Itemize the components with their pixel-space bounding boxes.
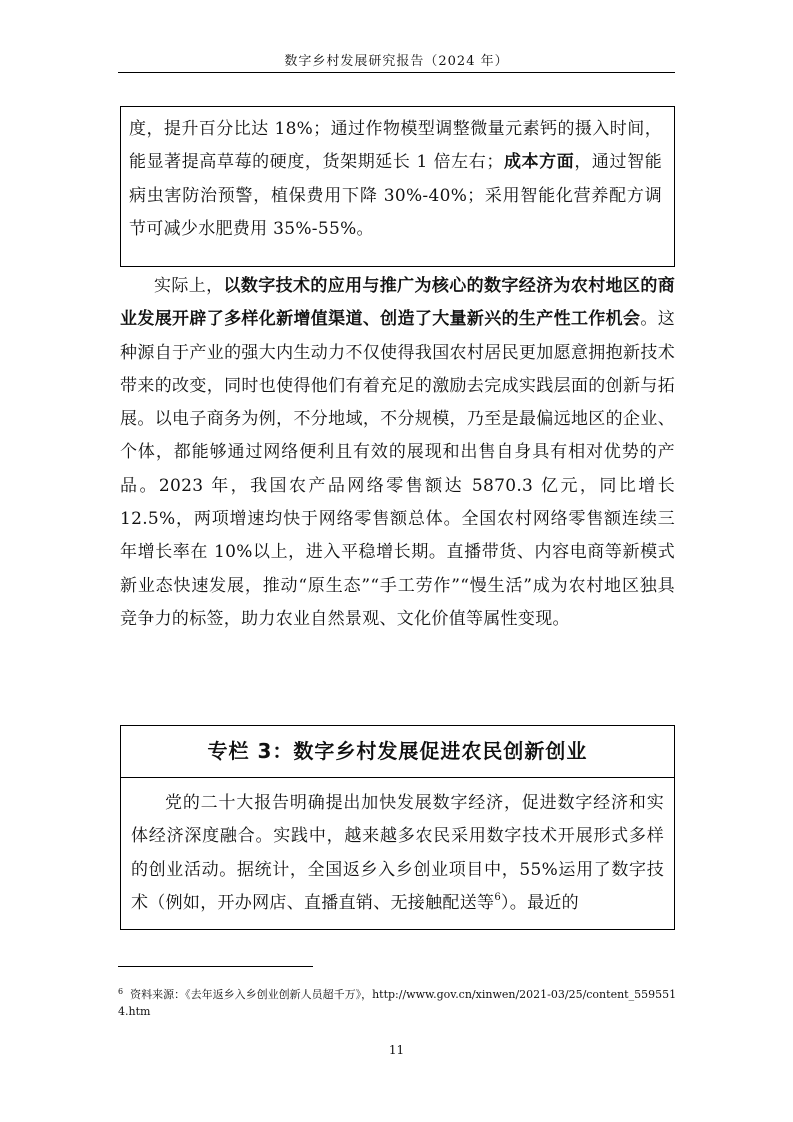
main-body [120,270,675,636]
running-header: 数字乡村发展研究报告（2024 年） [284,54,509,69]
para-lead: 实际上， [154,276,224,296]
page-number: 11 [388,1043,405,1057]
sidebar-box-paragraph [131,787,664,920]
footnote [118,986,678,1020]
main-paragraph [120,270,675,636]
continued-box [120,106,675,267]
footnote-ref[interactable]: 6 [494,891,501,903]
sidebar-box-text-end: ）。最近的 [500,892,579,913]
sidebar-box-title: 专栏 3：数字乡村发展促进农民创新创业 [121,726,674,778]
para-bold-statement: 以数字技术的应用与推广为核心的数字经济为农村地区的商业发展开辟了多样化新增值渠道、创造了大量新兴的生产性工作机会 [120,276,675,330]
footnote-rule [118,966,313,967]
footnote-number: 6 [118,987,124,996]
box-paragraph [129,113,662,246]
box-bold-phrase: 成本方面 [503,152,575,173]
box-text-a: 度，提升百分比达 18%；通过作物模型调整微量元素钙的摄入时间，能显著提高草莓的硬度，货架期延长 1 倍左右； [129,119,662,173]
sidebar-box [120,725,675,930]
box-text-c: ，通过智能病虫害防治预警，植保费用下降 30%-40%；采用智能化营养配方调节可减少水肥费用 35%-55%。 [129,152,663,239]
sidebar-box-body [121,778,674,920]
footnote-text[interactable]: 资料来源：《去年返乡入乡创业创新人员超千万》，http://www.gov.cn/xinwen/2021-03/25/content_5595514.htm [118,988,677,1018]
sidebar-box-text: 党的二十大报告明确提出加快发展数字经济，促进数字经济和实体经济深度融合。实践中，越来越多农民采用数字技术开展形式多样的创业活动。据统计，全国返乡入乡创业项目中，55%运用了数字技术（例如，开办网店、直播直销、无接触配送等 [131,793,664,913]
para-rest: 。这种源自于产业的强大内生动力不仅使得我国农村居民更加愿意拥抱新技术带来的改变，同时也使得他们有着充足的激励去完成实践层面的创新与拓展。以电子商务为例，不分地域，不分规模，乃至是最偏远地区的企业、个体，都能够通过网络便利且有效的展现和出售自身具有相对优势的产品。2023 年，我国农产品网络零售额达 5870.3 亿元，同比增长 12.5%，两项增速均快于网络零售额总体。全国农村网络零售额连续三年增长率在 10%以上，进入平稳增长期。直播带货、内容电商等新模式新业态快速发展，推动“原生态”“手工劳作”“慢生活”成为农村地区独具竞争力的标签，助力农业自然景观、文化价值等属性变现。 [120,309,675,629]
header-rule [118,72,675,73]
